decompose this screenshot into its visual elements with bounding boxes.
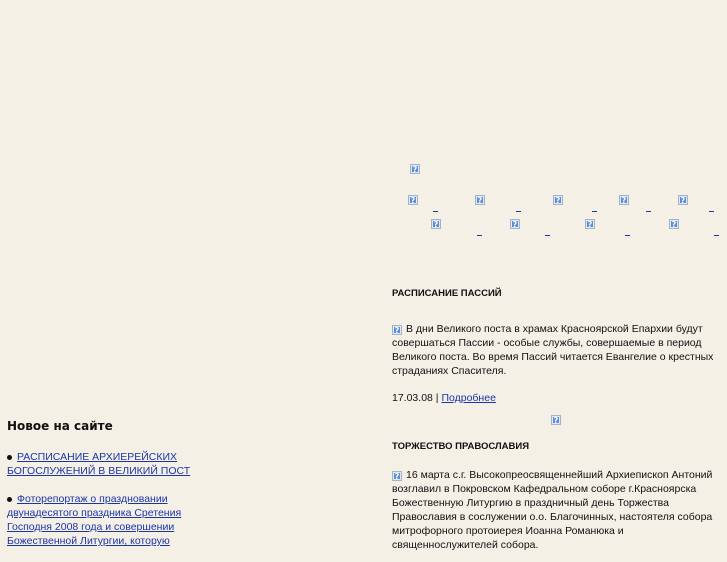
list-item: [7, 492, 207, 548]
meta-separator: |: [435, 392, 439, 404]
broken-image-icon[interactable]: ?: [553, 195, 563, 205]
image-link-underline[interactable]: [709, 211, 714, 212]
news-title: ТОРЖЕСТВО ПРАВОСЛАВИЯ: [392, 441, 530, 452]
news-title: РАСПИСАНИЕ ПАССИЙ: [392, 288, 502, 299]
broken-image-icon: ?: [410, 164, 420, 174]
broken-image-icon[interactable]: ?: [431, 219, 441, 229]
new-on-site-list: [7, 450, 207, 548]
news-body: [392, 468, 722, 552]
image-link-underline[interactable]: [516, 211, 521, 212]
image-link-underline[interactable]: [714, 235, 719, 236]
list-item: [7, 450, 207, 478]
news-link[interactable]: Фоторепортаж о праздновании двунадесятого праздника Сретения Господня 2008 года и совершении Божественной Литургии, которую: [7, 493, 182, 547]
broken-image-icon: ?: [392, 471, 402, 481]
broken-image-icon: ?: [392, 325, 402, 335]
news-body-text: В дни Великого поста в храмах Красноярской Епархии будут совершаться Пассии - особые службы, совершаемые в период Великого поста. Во время Пассий читается Евангелие о крестных страданиях Спасителя.: [392, 323, 714, 377]
sidebar-title: Новое на сайте: [7, 419, 113, 433]
image-link-underline[interactable]: [433, 211, 438, 212]
broken-image-icon[interactable]: ?: [619, 195, 629, 205]
news-item: [392, 287, 722, 405]
broken-image-icon[interactable]: ?: [678, 195, 688, 205]
bullet-icon: [7, 455, 12, 460]
image-link-underline[interactable]: [625, 235, 630, 236]
news-meta: [392, 391, 722, 405]
news-body: [392, 322, 722, 378]
broken-image-icon[interactable]: ?: [510, 219, 520, 229]
broken-image-icon[interactable]: ?: [669, 219, 679, 229]
image-link-underline[interactable]: [545, 235, 550, 236]
broken-image-icon[interactable]: ?: [585, 219, 595, 229]
read-more-link[interactable]: Подробнее: [441, 392, 496, 404]
broken-image-icon[interactable]: ?: [475, 195, 485, 205]
news-item: [392, 440, 722, 552]
image-link-underline[interactable]: [592, 211, 597, 212]
news-date: 17.03.08: [392, 392, 433, 404]
image-link-underline[interactable]: [477, 235, 482, 236]
broken-image-icon[interactable]: ?: [408, 195, 418, 205]
new-on-site-panel: [7, 418, 207, 562]
news-body-text: 16 марта с.г. Высокопреосвященнейший Архиепископ Антоний возглавил в Покровском Кафедральном соборе г.Красноярска Божественную Литургию в праздничный день Торжества Православия в сослужении о.о. Благочинных, настоятеля собора митрофорного протоиерея Иоанна Романюка и священнослужителей собора.: [392, 469, 713, 551]
image-link-underline[interactable]: [646, 211, 651, 212]
news-link[interactable]: РАСПИСАНИЕ АРХИЕРЕЙСКИХ БОГОСЛУЖЕНИЙ В ВЕЛИКИЙ ПОСТ: [7, 451, 191, 477]
bullet-icon: [7, 497, 12, 502]
broken-image-icon: ?: [551, 415, 561, 425]
